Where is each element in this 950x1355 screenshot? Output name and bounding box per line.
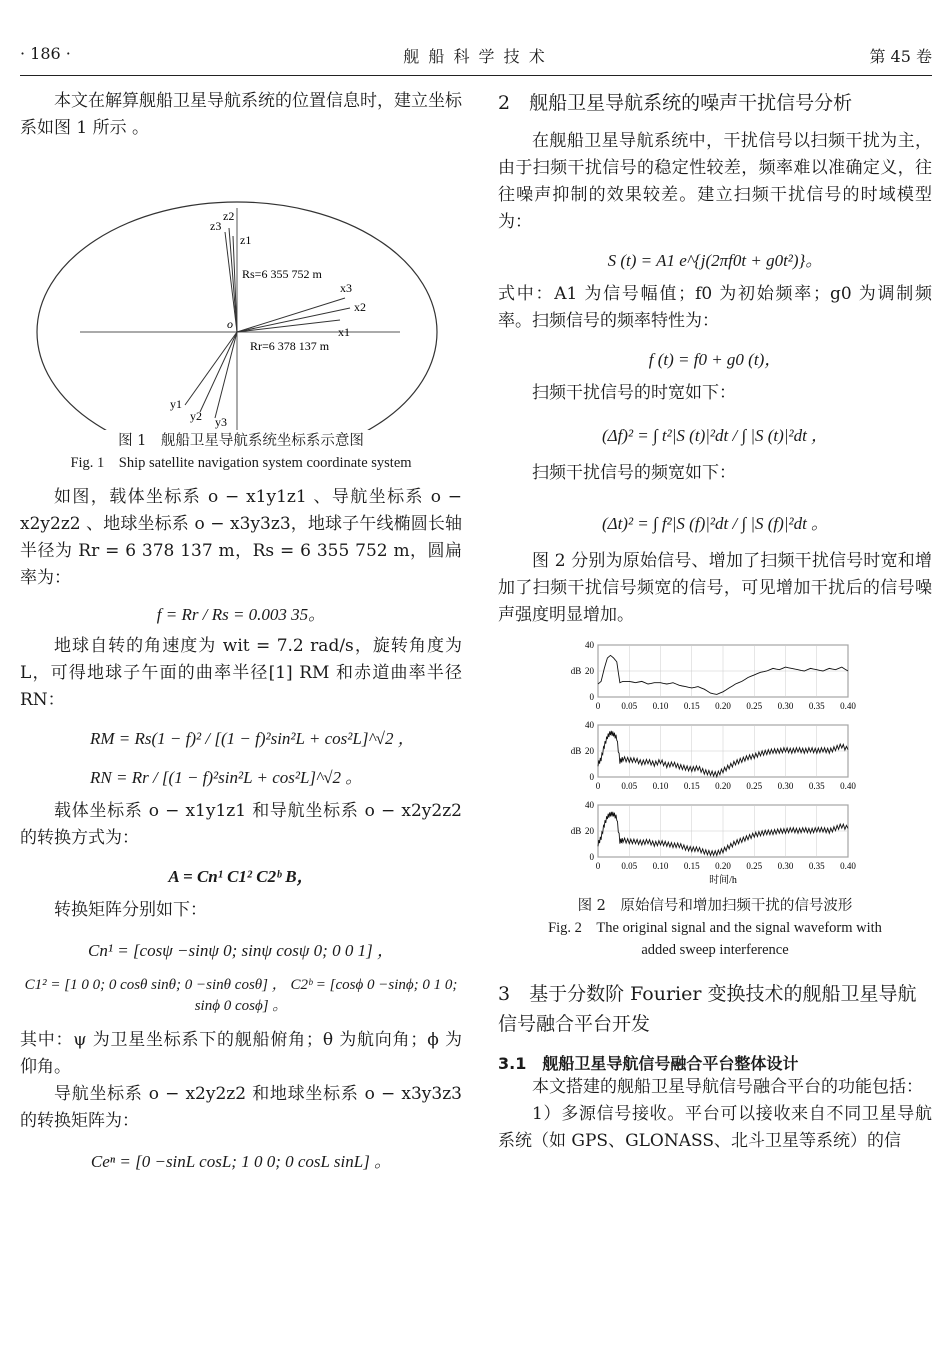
- left-paragraph-7: 导航坐标系 o − x2y2z2 和地球坐标系 o − x3y3z3 的转换矩阵为：: [20, 1084, 462, 1131]
- label-z3: z3: [210, 219, 222, 233]
- left-paragraph-1: 本文在解算舰船卫星导航系统的位置信息时，建立坐标系如图 1 所示 。: [20, 91, 462, 138]
- chart-x-tick-label: 0: [595, 781, 601, 791]
- chart-x-tick-label: 0.30: [777, 781, 794, 791]
- equation-rn: RN = Rr / [(1 − f)²sin²L + cos²L]^√2 。: [90, 768, 363, 787]
- journal-title: 舰 船 科 学 技 术: [403, 47, 547, 66]
- chart-x-tick-label: 0: [595, 861, 601, 871]
- chart-y-tick-label: 20: [585, 826, 594, 836]
- chart-y-tick-label: 20: [585, 746, 594, 756]
- chart-x-tick-label: 0.10: [652, 781, 669, 791]
- label-y2: y2: [190, 409, 202, 423]
- chart-y-tick-label: 0: [589, 692, 594, 702]
- equation-delta-f: (Δf)² = ∫ t²|S (t)|²dt / ∫ |S (t)|²dt ，: [601, 426, 829, 445]
- figure-1: [20, 150, 462, 430]
- chart-y-axis-label: dB: [570, 826, 582, 836]
- page-number: · 186 ·: [20, 44, 71, 63]
- label-y1: y1: [170, 397, 182, 411]
- chart-x-tick-label: 0.25: [746, 781, 763, 791]
- chart-x-tick-label: 0.30: [777, 701, 794, 711]
- label-x1: x1: [338, 325, 350, 339]
- chart-y-axis-label: dB: [570, 666, 582, 676]
- chart-x-axis-label: 时间/h: [709, 875, 737, 886]
- section-2-heading: 2 舰船卫星导航系统的噪声干扰信号分析: [498, 92, 853, 114]
- chart-x-tick-label: 0: [595, 701, 601, 711]
- label-x2: x2: [354, 300, 366, 314]
- chart-x-tick-label: 0.30: [777, 861, 794, 871]
- right-column: [498, 88, 932, 1155]
- equation-delta-t: (Δt)² = ∫ f²|S (f)|²dt / ∫ |S (f)|²dt 。: [601, 514, 829, 533]
- right-paragraph-4: 扫频干扰信号的频宽如下：: [532, 463, 736, 483]
- equation-cen: Ceⁿ = [0 −sinL cosL; 1 0 0; 0 cosL sinL] 。: [90, 1152, 392, 1171]
- chart-x-tick-label: 0.25: [746, 701, 763, 711]
- figure-2-caption-cn: 图 2 原始信号和增加扫频干扰的信号波形: [577, 898, 853, 914]
- label-rs: Rs=6 355 752 m: [242, 267, 322, 281]
- right-paragraph-2: 式中：A1 为信号幅值；f0 为初始频率；g0 为调制频率。扫频信号的频率特性为：: [498, 284, 932, 331]
- chart-x-tick-label: 0.20: [715, 701, 731, 711]
- equation-ft: f (t) = f0 + g0 (t)，: [648, 350, 782, 369]
- chart-x-tick-label: 0.40: [840, 861, 856, 871]
- right-paragraph-6: 本文搭建的舰船卫星导航信号融合平台的功能包括：: [532, 1077, 923, 1097]
- left-paragraph-3: 地球自转的角速度为 wit = 7.2 rad/s，旋转角度为 L，可得地球子午面的曲率半径[1] RM 和赤道曲率半径 RN：: [20, 636, 462, 710]
- left-paragraph-4: 载体坐标系 o − x1y1z1 和导航坐标系 o − x2y2z2 的转换方式为：: [20, 801, 462, 848]
- chart-x-tick-label: 0.40: [840, 701, 856, 711]
- chart-x-tick-label: 0.20: [715, 861, 731, 871]
- chart-y-axis-label: dB: [570, 746, 582, 756]
- header-rule: [20, 75, 932, 76]
- left-paragraph-6: 其中：ψ 为卫星坐标系下的舰船俯角；θ 为航向角；ϕ 为仰角。: [20, 1030, 462, 1077]
- chart-x-tick-label: 0.15: [683, 701, 700, 711]
- figure-1-caption-en: Fig. 1 Ship satellite navigation system coordinate system: [70, 455, 412, 471]
- right-paragraph-1: 在舰船卫星导航系统中，干扰信号以扫频干扰为主，由于扫频干扰信号的稳定性较差，频率难以准确定义，往往噪声抑制的效果较差。建立扫频干扰信号的时域模型为：: [498, 131, 932, 232]
- volume-label: 第 45 卷: [869, 47, 932, 66]
- equation-a: A = Cn¹ C1² C2ᵇ B，: [168, 867, 314, 886]
- figure-2-caption-en-1: Fig. 2 The original signal and the signal waveform with: [548, 920, 882, 936]
- chart-x-tick-label: 0.10: [652, 701, 669, 711]
- figure-2-charts: [498, 639, 932, 891]
- chart-y-tick-label: 40: [585, 640, 594, 650]
- chart-x-tick-label: 0.15: [683, 861, 700, 871]
- right-paragraph-3: 扫频干扰信号的时宽如下：: [532, 383, 736, 403]
- chart-y-tick-label: 40: [585, 720, 594, 730]
- section-3-heading: 3 基于分数阶 Fourier 变换技术的舰船卫星导航信号融合平台开发: [498, 983, 917, 1035]
- chart-x-tick-label: 0.35: [808, 701, 825, 711]
- figure-2: [498, 639, 932, 895]
- equation-cn1: Cn¹ = [cosψ −sinψ 0; sinψ cosψ 0; 0 0 1] ，: [88, 941, 394, 960]
- right-paragraph-5: 图 2 分别为原始信号、增加了扫频干扰信号时宽和增加了扫频干扰信号频宽的信号，可见增加干扰后的信号噪声强度明显增加。: [498, 551, 932, 625]
- label-z1: z1: [240, 233, 252, 247]
- chart-x-tick-label: 0.05: [621, 701, 638, 711]
- chart-x-tick-label: 0.35: [808, 861, 825, 871]
- left-paragraph-5: 转换矩阵分别如下：: [54, 900, 207, 920]
- chart-y-tick-label: 40: [585, 800, 594, 810]
- equation-rm: RM = Rs(1 − f)² / [(1 − f)²sin²L + cos²L]^√2 ，: [90, 729, 415, 748]
- equation-s: S (t) = A1 e^{j(2πf0t + g0t²)}。: [607, 251, 823, 270]
- chart-x-tick-label: 0.15: [683, 781, 700, 791]
- figure-1-caption-cn: 图 1 舰船卫星导航系统坐标系示意图: [118, 433, 364, 449]
- figure-1-diagram: [20, 150, 462, 430]
- chart-x-tick-label: 0.20: [715, 781, 731, 791]
- label-rr: Rr=6 378 137 m: [250, 339, 330, 353]
- chart-x-tick-label: 0.10: [652, 861, 669, 871]
- chart-x-tick-label: 0.05: [621, 781, 638, 791]
- chart-x-tick-label: 0.25: [746, 861, 763, 871]
- label-origin: o: [227, 317, 233, 331]
- label-z2: z2: [223, 209, 235, 223]
- equation-f: f = Rr / Rs = 0.003 35。: [156, 605, 326, 624]
- chart-x-tick-label: 0.40: [840, 781, 856, 791]
- chart-x-tick-label: 0.35: [808, 781, 825, 791]
- figure-2-caption-en-2: added sweep interference: [641, 942, 789, 958]
- chart-x-tick-label: 0.05: [621, 861, 638, 871]
- left-column: [20, 88, 462, 1184]
- left-paragraph-2: 如图，载体坐标系 o − x1y1z1 、导航坐标系 o − x2y2z2 、地球坐标系 o − x3y3z3，地球子午线椭圆长轴半径为 Rr = 6 378 137 m，Rs = 6 355 752 m，圆扁率为：: [20, 487, 462, 588]
- chart-y-tick-label: 0: [589, 772, 594, 782]
- equation-c12-c2b: C1² = [1 0 0; 0 cosθ sinθ; 0 −sinθ cosθ] ， C2ᵇ = [cosϕ 0 −sinϕ; 0 1 0; sinϕ 0 cosϕ] 。: [24, 977, 458, 1014]
- chart-y-tick-label: 20: [585, 666, 594, 676]
- right-paragraph-7: 1）多源信号接收。平台可以接收来自不同卫星导航系统（如 GPS、GLONASS、北斗卫星等系统）的信: [498, 1104, 932, 1151]
- label-y3: y3: [215, 415, 227, 429]
- label-x3: x3: [340, 281, 352, 295]
- subsection-3-1-heading: 3.1 舰船卫星导航信号融合平台整体设计: [498, 1054, 799, 1073]
- chart-y-tick-label: 0: [589, 852, 594, 862]
